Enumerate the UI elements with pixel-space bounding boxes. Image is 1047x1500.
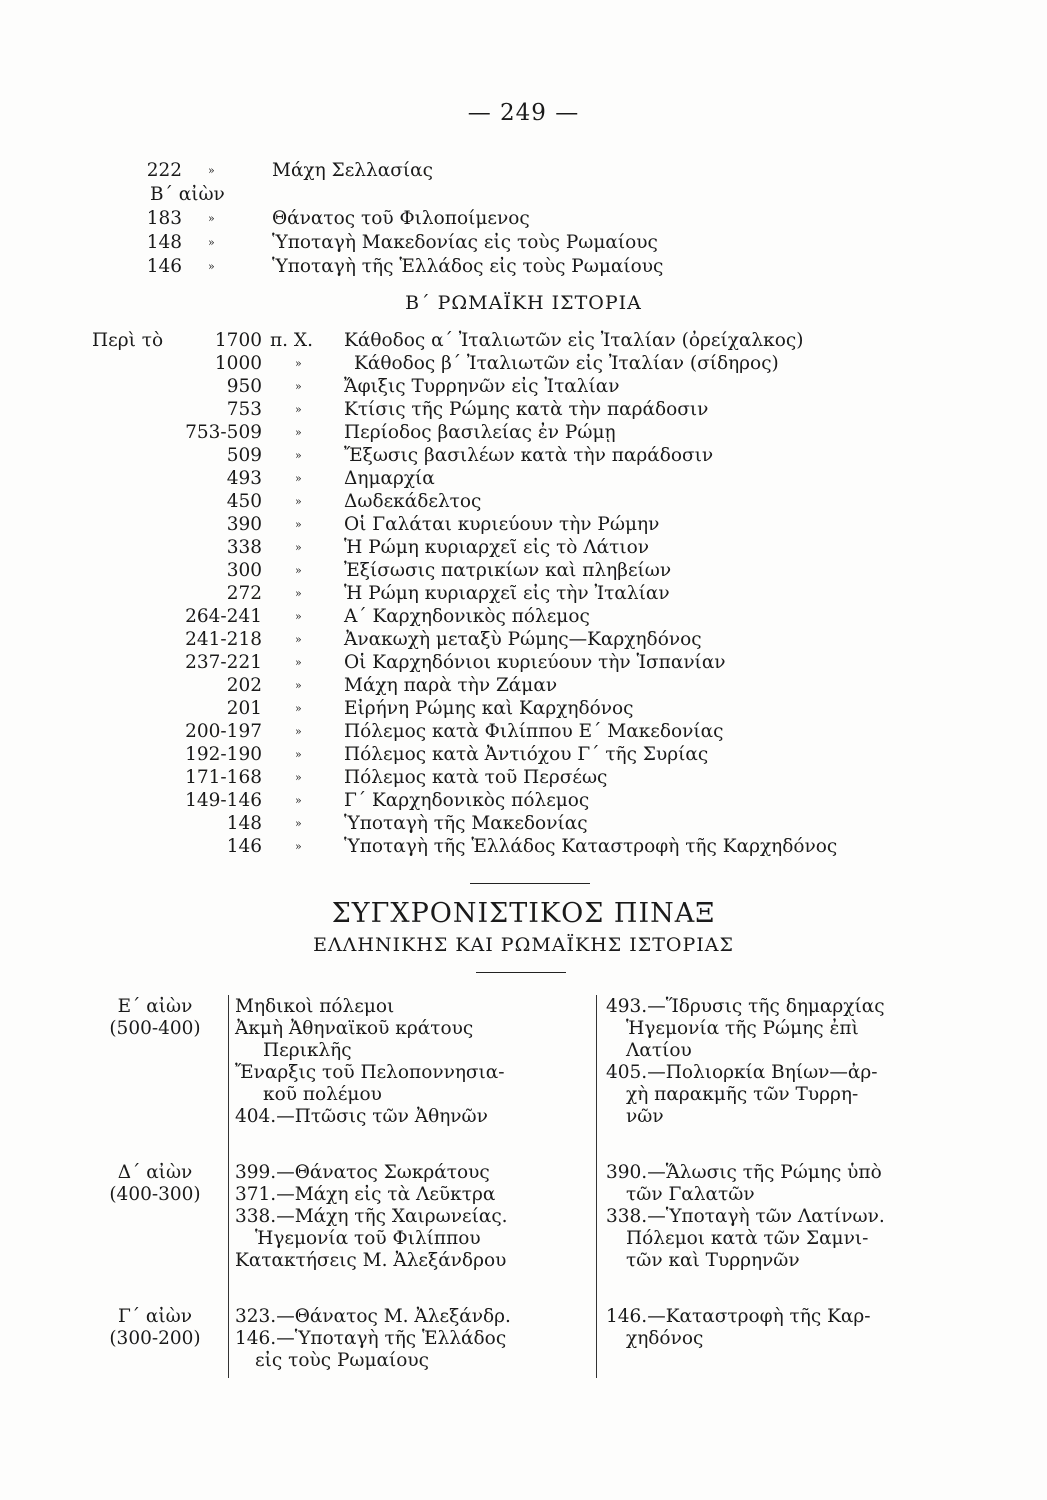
year: 192-190 bbox=[185, 744, 262, 765]
ditto-mark: » bbox=[295, 403, 302, 416]
century-name: Γ΄ αἰὼν bbox=[117, 1306, 193, 1327]
ditto-mark: » bbox=[295, 725, 302, 738]
ditto-mark: » bbox=[295, 679, 302, 692]
event: Ἐξίσωσις πατρικίων καὶ πληβείων bbox=[344, 560, 672, 581]
year: 753-509 bbox=[185, 422, 262, 443]
event: Ἡ Ρώμη κυριαρχεῖ εἰς τὸ Λάτιον bbox=[344, 537, 650, 558]
event-line: 146.—Ὑποταγὴ τῆς Ἑλλάδος bbox=[235, 1328, 507, 1349]
event: Ὑποταγὴ τῆς Ἑλλάδος εἰς τοὺς Ρωμαίους bbox=[272, 256, 664, 277]
event-line: κοῦ πολέμου bbox=[263, 1084, 382, 1105]
event-line: τῶν καὶ Τυρρηνῶν bbox=[626, 1250, 800, 1271]
year: 183 bbox=[146, 208, 182, 229]
ditto-mark: » bbox=[295, 817, 302, 830]
year: 241-218 bbox=[185, 629, 262, 650]
event-line: Κατακτήσεις Μ. Ἀλεξάνδρου bbox=[235, 1250, 507, 1271]
event: Εἰρήνη Ρώμης καὶ Καρχηδόνος bbox=[344, 698, 634, 719]
event: Δωδεκάδελτος bbox=[344, 491, 482, 512]
year: 146 bbox=[226, 836, 262, 857]
event: Περίοδος βασιλείας ἐν Ρώμῃ bbox=[344, 422, 616, 443]
year: 338 bbox=[226, 537, 262, 558]
event: Κτίσις τῆς Ρώμης κατὰ τὴν παράδοσιν bbox=[344, 399, 709, 420]
event: Μάχη Σελλασίας bbox=[272, 160, 433, 181]
ditto-mark: » bbox=[295, 541, 302, 554]
ditto-mark: » bbox=[295, 426, 302, 439]
year: 300 bbox=[226, 560, 262, 581]
greek-events bbox=[235, 1162, 508, 1272]
column-rule bbox=[596, 995, 597, 1378]
event-line: Ἡγεμονία τοῦ Φιλίππου bbox=[255, 1228, 481, 1249]
year: 202 bbox=[226, 675, 262, 696]
event: Μάχη παρὰ τὴν Ζάμαν bbox=[344, 675, 558, 696]
roman-events bbox=[606, 1162, 885, 1272]
table-title: ΣΥΓΧΡΟΝΙΣΤΙΚΟΣ ΠΙΝΑΞ bbox=[331, 898, 716, 929]
ditto-mark: » bbox=[208, 212, 215, 225]
event-line: εἰς τοὺς Ρωμαίους bbox=[255, 1350, 429, 1371]
page-number: — 249 — bbox=[467, 100, 580, 126]
event: Οἱ Καρχηδόνιοι κυριεύουν τὴν Ἱσπανίαν bbox=[344, 652, 726, 673]
ditto-mark: » bbox=[295, 610, 302, 623]
event: Πόλεμος κατὰ τοῦ Περσέως bbox=[344, 767, 608, 788]
year: 509 bbox=[226, 445, 262, 466]
event-line: χὴ παρακμῆς τῶν Τυρρη- bbox=[626, 1084, 859, 1105]
event: Κάθοδος α΄ Ἰταλιωτῶν εἰς Ἰταλίαν (ὀρείχαλκος) bbox=[344, 330, 804, 351]
event-line: Πόλεμοι κατὰ τῶν Σαμνι- bbox=[626, 1228, 869, 1249]
ditto-mark: » bbox=[295, 840, 302, 853]
ditto-mark: » bbox=[295, 771, 302, 784]
event: Θάνατος τοῦ Φιλοποίμενος bbox=[272, 208, 530, 229]
year: 264-241 bbox=[185, 606, 262, 627]
century-label: Β΄ αἰὼν bbox=[150, 184, 225, 205]
event: Δημαρχία bbox=[344, 468, 435, 489]
event-line: Μηδικοὶ πόλεμοι bbox=[235, 996, 395, 1017]
event-line: χηδόνος bbox=[626, 1328, 704, 1349]
event: Ἡ Ρώμη κυριαρχεῖ εἰς τὴν Ἰταλίαν bbox=[344, 583, 670, 604]
year: 148 bbox=[226, 813, 262, 834]
year: 201 bbox=[226, 698, 262, 719]
year: 1000 bbox=[214, 353, 262, 374]
century-range: (300-200) bbox=[109, 1328, 201, 1349]
ditto-mark: » bbox=[295, 702, 302, 715]
event-line: 404.—Πτῶσις τῶν Ἀθηνῶν bbox=[235, 1106, 488, 1127]
event: Πόλεμος κατὰ Φιλίππου Ε΄ Μακεδονίας bbox=[344, 721, 724, 742]
ditto-mark: » bbox=[295, 656, 302, 669]
event-line: Ἀκμὴ Ἀθηναϊκοῦ κράτους bbox=[235, 1018, 474, 1039]
event: Κάθοδος β΄ Ἰταλιωτῶν εἰς Ἰταλίαν (σίδηρος) bbox=[354, 353, 779, 374]
event-line: 405.—Πολιορκία Βηίων—ἀρ- bbox=[606, 1062, 878, 1083]
ditto-mark: » bbox=[295, 587, 302, 600]
approx-prefix: Περὶ τὸ bbox=[92, 330, 164, 351]
century-name: Ε΄ αἰὼν bbox=[117, 996, 193, 1017]
section-title: Β΄ ΡΩΜΑΪΚΗ ΙΣΤΟΡΙΑ bbox=[405, 292, 642, 314]
year: 450 bbox=[226, 491, 262, 512]
ditto-mark: » bbox=[295, 794, 302, 807]
era-label: π. Χ. bbox=[270, 330, 313, 351]
event-line: Ἔναρξις τοῦ Πελοποννησια- bbox=[235, 1062, 505, 1083]
ditto-mark: » bbox=[295, 748, 302, 761]
event-line: 371.—Μάχη εἰς τὰ Λεῦκτρα bbox=[235, 1184, 496, 1205]
year: 390 bbox=[226, 514, 262, 535]
event: Ἄφιξις Τυρρηνῶν εἰς Ἰταλίαν bbox=[344, 376, 620, 397]
event-line: Ἡγεμονία τῆς Ρώμης ἐπὶ bbox=[626, 1018, 859, 1039]
event: Α΄ Καρχηδονικὸς πόλεμος bbox=[344, 606, 590, 627]
century-label bbox=[100, 1162, 210, 1206]
ditto-mark: » bbox=[295, 518, 302, 531]
ditto-mark: » bbox=[295, 472, 302, 485]
year: 950 bbox=[226, 376, 262, 397]
ditto-mark: » bbox=[208, 164, 215, 177]
event-line: 338.—Ὑποταγὴ τῶν Λατίνων. bbox=[606, 1206, 885, 1227]
event: Πόλεμος κατὰ Ἀντιόχου Γ΄ τῆς Συρίας bbox=[344, 744, 709, 765]
event-line: Λατίου bbox=[626, 1040, 692, 1061]
ditto-mark: » bbox=[295, 357, 302, 370]
ditto-mark: » bbox=[295, 495, 302, 508]
year: 146 bbox=[146, 256, 182, 277]
year: 171-168 bbox=[185, 767, 262, 788]
century-name: Δ΄ αἰὼν bbox=[117, 1162, 193, 1183]
event: Γ΄ Καρχηδονικὸς πόλεμος bbox=[344, 790, 590, 811]
year: 493 bbox=[226, 468, 262, 489]
ditto-mark: » bbox=[208, 236, 215, 249]
century-label bbox=[100, 1306, 210, 1350]
roman-events bbox=[606, 996, 885, 1128]
year: 200-197 bbox=[185, 721, 262, 742]
year: 148 bbox=[146, 232, 182, 253]
year: 222 bbox=[146, 160, 182, 181]
event: Ὑποταγὴ Μακεδονίας εἰς τοὺς Ρωμαίους bbox=[272, 232, 658, 253]
table-divider bbox=[476, 972, 566, 973]
year: 753 bbox=[226, 399, 262, 420]
ditto-mark: » bbox=[295, 633, 302, 646]
event-line: 390.—Ἅλωσις τῆς Ρώμης ὑπὸ bbox=[606, 1162, 882, 1183]
event: Ὑποταγὴ τῆς Μακεδονίας bbox=[344, 813, 588, 834]
year: 1700 bbox=[214, 330, 262, 351]
event: Ἀνακωχὴ μεταξὺ Ρώμης—Καρχηδόνος bbox=[344, 629, 702, 650]
century-label bbox=[100, 996, 210, 1040]
column-rule bbox=[228, 995, 229, 1378]
event-line: Περικλῆς bbox=[263, 1040, 352, 1061]
event-line: 338.—Μάχη τῆς Χαιρωνείας. bbox=[235, 1206, 508, 1227]
event-line: 399.—Θάνατος Σωκράτους bbox=[235, 1162, 490, 1183]
event-line: 323.—Θάνατος Μ. Ἀλεξάνδρ. bbox=[235, 1306, 511, 1327]
event: Ὑποταγὴ τῆς Ἑλλάδος Καταστροφὴ τῆς Καρχηδόνος bbox=[344, 836, 838, 857]
event: Οἱ Γαλάται κυριεύουν τὴν Ρώμην bbox=[344, 514, 660, 535]
ditto-mark: » bbox=[295, 380, 302, 393]
ditto-mark: » bbox=[208, 260, 215, 273]
century-range: (500-400) bbox=[109, 1018, 201, 1039]
greek-events bbox=[235, 996, 505, 1128]
event: Ἔξωσις βασιλέων κατὰ τὴν παράδοσιν bbox=[344, 445, 714, 466]
year: 237-221 bbox=[185, 652, 262, 673]
year: 272 bbox=[226, 583, 262, 604]
event-line: 146.—Καταστροφὴ τῆς Καρ- bbox=[606, 1306, 871, 1327]
roman-events bbox=[606, 1306, 871, 1350]
section-divider bbox=[470, 883, 590, 884]
event-line: νῶν bbox=[626, 1106, 664, 1127]
ditto-mark: » bbox=[295, 449, 302, 462]
table-subtitle: ΕΛΛΗΝΙΚΗΣ ΚΑΙ ΡΩΜΑΪΚΗΣ ΙΣΤΟΡΙΑΣ bbox=[313, 934, 734, 956]
ditto-mark: » bbox=[295, 564, 302, 577]
greek-events bbox=[235, 1306, 511, 1372]
event-line: τῶν Γαλατῶν bbox=[626, 1184, 755, 1205]
year: 149-146 bbox=[185, 790, 262, 811]
event-line: 493.—Ἵδρυσις τῆς δημαρχίας bbox=[606, 996, 885, 1017]
century-range: (400-300) bbox=[109, 1184, 201, 1205]
